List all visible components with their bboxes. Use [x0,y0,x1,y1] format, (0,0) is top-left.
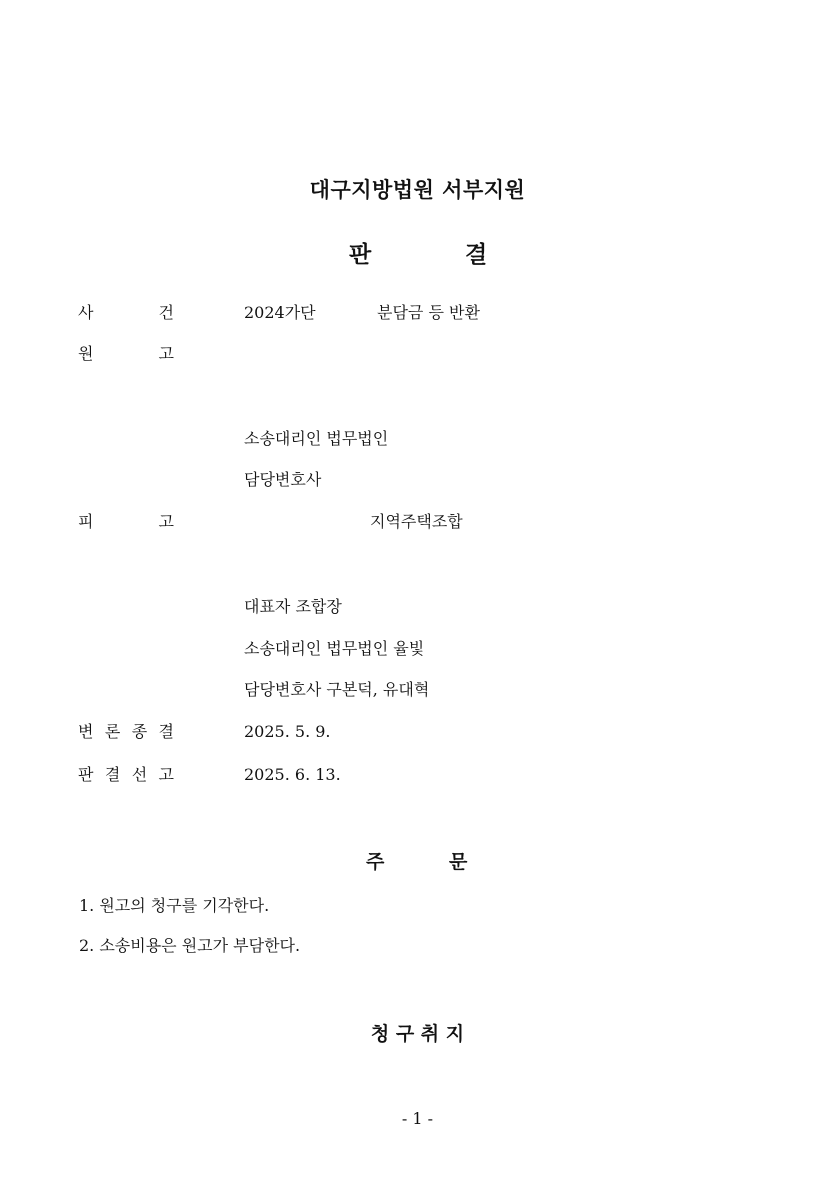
doc-title-left: 판 [349,242,372,268]
plaintiff-label: 원 고 [78,344,174,363]
closing-label: 변 론 종 결 [78,722,174,741]
case-name: 분담금 등 반환 [377,303,480,322]
order-item-2: 2. 소송비용은 원고가 부담한다. [79,936,301,955]
defendant-name: 지역주택조합 [370,512,463,531]
page-number: - 1 - [401,1109,434,1128]
case-number: 2024가단 [244,303,316,322]
ruling-label: 판 결 선 고 [78,765,174,784]
court-name: 대구지방법원 서부지원 [309,178,526,202]
case-row [0,299,835,327]
defendant-attorney-row [0,676,835,704]
plaintiff-attorney: 담당변호사 [244,470,322,489]
order-item-1: 1. 원고의 청구를 기각한다. [79,896,270,915]
claim-title: 청 구 취 지 [370,1023,465,1045]
defendant-label: 피 고 [78,512,174,531]
order-title-right: 문 [449,851,468,873]
defendant-representative: 대표자 조합장 [244,597,342,616]
plaintiff-counsel: 소송대리인 법무법인 [244,429,389,448]
defendant-counsel: 소송대리인 법무법인 율빛 [244,639,425,658]
order-title-left: 주 [366,851,385,873]
plaintiff-counsel-row [0,425,835,453]
closing-row [0,718,835,746]
ruling-row [0,761,835,789]
defendant-rep-row [0,593,835,621]
case-label: 사 건 [78,303,174,322]
defendant-row [0,508,835,536]
plaintiff-row [0,340,835,368]
plaintiff-attorney-row [0,466,835,494]
defendant-attorney: 담당변호사 구본덕, 유대혁 [244,680,430,699]
closing-date: 2025. 5. 9. [244,722,331,741]
defendant-counsel-row [0,635,835,663]
doc-title-right: 결 [465,242,488,268]
ruling-date: 2025. 6. 13. [244,765,341,784]
